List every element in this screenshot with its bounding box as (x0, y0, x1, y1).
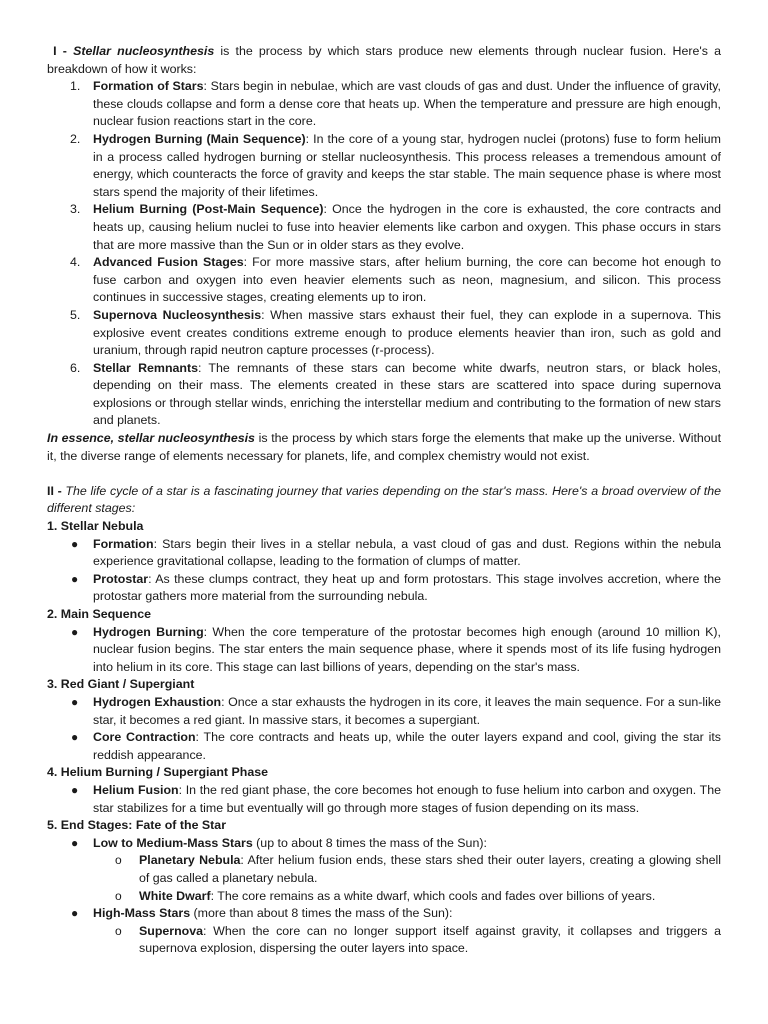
part1-intro (47, 43, 721, 78)
item-number: 1. (70, 79, 81, 94)
paragraph-spacer (47, 465, 721, 483)
sub-bullet-text: : After helium fusion ends, these stars shed their outer layers, creating a glowing shell of gas called a planetary nebula. (139, 853, 721, 885)
bullet-item (47, 729, 721, 764)
bullet-title: Core Contraction (93, 730, 196, 745)
section-heading: 5. End Stages: Fate of the Star (47, 818, 227, 833)
bullet-icon: ● (71, 571, 79, 586)
list-item (47, 360, 721, 430)
bullet-text: (more than about 8 times the mass of the Sun): (190, 906, 453, 921)
list-item (47, 78, 721, 131)
bullet-list (47, 536, 721, 606)
bullet-item (47, 905, 721, 958)
item-number: 5. (70, 307, 81, 322)
bullet-icon: ● (71, 835, 79, 850)
bullet-text: : Once a star exhausts the hydrogen in its core, it leaves the main sequence. For a sun-like star, it becomes a red giant. In massive stars, it becomes a supergiant. (93, 694, 721, 727)
sub-bullet-title: White Dwarf (139, 888, 211, 903)
bullet-title: Low to Medium-Mass Stars (93, 835, 253, 850)
list-item (47, 201, 721, 254)
bullet-item (47, 536, 721, 571)
part1-summary (47, 430, 721, 465)
summary-emphasis: In essence, stellar nucleosynthesis (47, 431, 255, 446)
section-heading: 1. Stellar Nebula (47, 519, 144, 534)
item-title: Hydrogen Burning (Main Sequence) (93, 131, 306, 146)
bullet-icon: ● (71, 694, 79, 709)
sub-bullet-title: Planetary Nebula (139, 853, 241, 868)
item-text: : In the core of a young star, hydrogen nuclei (protons) fuse to form helium in a process called hydrogen burning or stellar nucleosynthesis. This process releases a tremendous amount of energy, which counteracts the force of gravity and keeps the star stable. The main sequence phase is where most stars spend the majority of their lifetimes. (93, 131, 721, 199)
list-item (47, 131, 721, 201)
section-heading: 2. Main Sequence (47, 607, 151, 621)
bullet-item (47, 694, 721, 729)
item-text: : When massive stars exhaust their fuel, they can explode in a supernova. This explosive event creates conditions extreme enough to produce elements heavier than iron, such as gold and uranium, through rapid neutron capture processes (r-process). (93, 307, 721, 358)
part1-term: Stellar nucleosynthesis (73, 44, 215, 58)
sub-bullet-title: Supernova (139, 923, 204, 938)
bullet-icon: ● (71, 624, 79, 639)
sub-bullet-list (93, 852, 721, 905)
list-item (47, 307, 721, 360)
item-text: : Once the hydrogen in the core is exhausted, the core contracts and heats up, causing helium nuclei to fuse into heavier elements like carbon and oxygen. This phase occurs in stars that are more massive than the Sun or in older stars as they evolve. (93, 202, 721, 252)
bullet-icon: ● (71, 782, 79, 797)
bullet-title: High-Mass Stars (93, 906, 191, 921)
list-item (47, 254, 721, 307)
item-text: : The remnants of these stars can become white dwarfs, neutron stars, or black holes, depending on their mass. The elements created in these stars are scattered into space during supernova explosions or through stellar winds, enriching the interstellar medium and contributing to the formation of new stars and planets. (93, 360, 721, 428)
summary-text: is the process by which stars forge the elements that make up the universe. Without it, the diverse range of elements necessary for planets, life, and complex chemistry would not exist. (47, 431, 722, 463)
bullet-icon: ● (71, 730, 79, 745)
bullet-text: : Stars begin their lives in a stellar nebula, a vast cloud of gas and dust. Regions within the nebula experience gravitational collapse, leading to the formation of clumps of matter. (93, 536, 721, 569)
item-text: : For more massive stars, after helium burning, the core can become hot enough to fuse carbon and oxygen into even heavier elements such as neon, magnesium, and silicon. This process continues in successive stages, creating elements up to iron. (93, 255, 721, 305)
part2-roman: II - (47, 483, 62, 498)
bullet-text: : As these clumps contract, they heat up and form protostars. This stage involves accretion, where the protostar gathers more material from the surrounding nebula. (93, 571, 721, 604)
item-title: Advanced Fusion Stages (93, 255, 244, 270)
bullet-text: (up to about 8 times the mass of the Sun): (252, 835, 487, 850)
bullet-item (47, 835, 721, 905)
section-heading: 3. Red Giant / Supergiant (47, 677, 195, 692)
bullet-item (47, 782, 721, 817)
bullet-list (47, 782, 721, 817)
circle-bullet-icon: o (115, 923, 122, 938)
item-number: 2. (70, 131, 81, 146)
bullet-title: Protostar (93, 571, 149, 586)
bullet-list (47, 835, 721, 958)
item-text: : Stars begin in nebulae, which are vast clouds of gas and dust. Under the influence of gravity, these clouds collapse and form a dense core that heats up. When the temperature and pressure are high enough, nuclear fusion reactions start in the core. (93, 79, 721, 129)
sub-bullet-item (93, 923, 721, 958)
sub-bullet-item (93, 888, 721, 906)
part2-intro-text: The life cycle of a star is a fascinating journey that varies depending on the star's mass. Here's a broad overview of the different stages: (47, 483, 721, 516)
part2-intro (47, 483, 721, 518)
item-title: Supernova Nucleosynthesis (93, 307, 262, 322)
bullet-text: : In the red giant phase, the core becomes hot enough to fuse helium into carbon and oxygen. The star stabilizes for a time but eventually will go through more stages of fusion depending on its mass. (93, 782, 721, 815)
bullet-title: Formation (93, 536, 154, 551)
item-title: Formation of Stars (93, 79, 204, 94)
section-heading: 4. Helium Burning / Supergiant Phase (47, 765, 269, 780)
item-title: Helium Burning (Post-Main Sequence) (93, 202, 324, 217)
bullet-item (47, 571, 721, 606)
item-title: Stellar Remnants (93, 360, 198, 375)
circle-bullet-icon: o (115, 888, 122, 903)
sub-bullet-text: : When the core can no longer support itself against gravity, it collapses and triggers a supernova explosion, dispersing the outer layers into space. (139, 923, 721, 956)
sub-bullet-text: : The core remains as a white dwarf, which cools and fades over billions of years. (210, 888, 656, 903)
bullet-icon: ● (71, 906, 79, 921)
item-number: 3. (70, 202, 81, 217)
bullet-title: Hydrogen Exhaustion (93, 694, 222, 709)
part1-roman: I - (53, 44, 67, 58)
sub-bullet-list (93, 923, 721, 958)
item-number: 4. (70, 255, 81, 270)
nucleosynthesis-list (47, 78, 721, 430)
bullet-item (47, 624, 721, 677)
item-number: 6. (70, 360, 81, 375)
bullet-text: : The core contracts and heats up, while the outer layers expand and cool, giving the star its reddish appearance. (93, 730, 721, 762)
bullet-list (47, 624, 721, 677)
bullet-text: : When the core temperature of the protostar becomes high enough (around 10 million K), nuclear fusion begins. The star enters the main sequence phase, where it spends most of its life fusing hydrogen into helium in its core. This stage can last billions of years, depending on the star's mass. (93, 624, 721, 674)
bullet-list (47, 694, 721, 764)
part1-intro-text: is the process by which stars produce new elements through nuclear fusion. Here's a breakdown of how it works: (47, 44, 721, 76)
bullet-title: Hydrogen Burning (93, 624, 204, 639)
circle-bullet-icon: o (115, 853, 122, 868)
sub-bullet-item (93, 852, 721, 887)
bullet-title: Helium Fusion (93, 782, 179, 797)
bullet-icon: ● (71, 536, 79, 551)
